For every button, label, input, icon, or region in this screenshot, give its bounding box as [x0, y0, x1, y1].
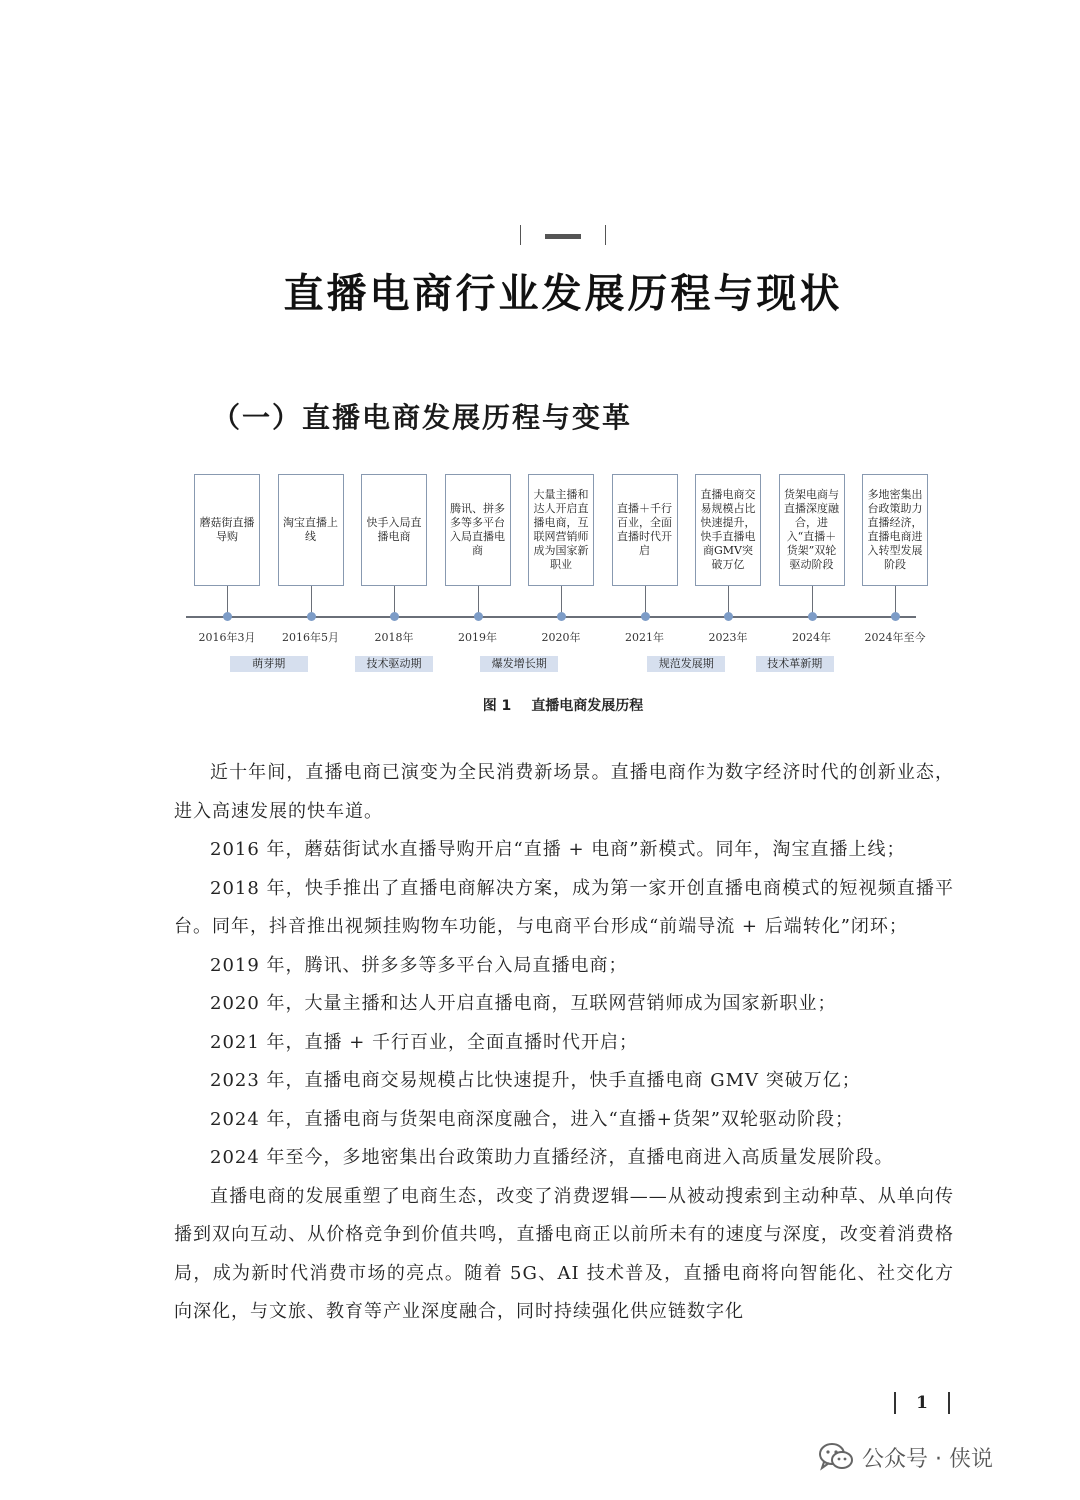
page-number — [894, 1392, 950, 1416]
timeline-milestone-box: 淘宝直播上线 — [278, 474, 344, 586]
page-number-text: 1 — [916, 1393, 928, 1413]
timeline-milestone-box: 快手入局直播电商 — [361, 474, 427, 586]
paragraph: 2019 年，腾讯、拼多多等多平台入局直播电商； — [210, 954, 628, 976]
paragraph: 2016 年，蘑菇街试水直播导购开启“直播 + 电商”新模式。同年，淘宝直播上线； — [210, 839, 906, 860]
chapter-mark-bar — [520, 225, 521, 245]
timeline-date: 2019年 — [458, 631, 497, 644]
page-number-bar — [948, 1392, 950, 1414]
timeline-milestone-box: 货架电商与直播深度融合，进入“直播＋货架”双轮驱动阶段 — [779, 474, 845, 586]
timeline-phase-label: 技术革新期 — [756, 656, 834, 672]
timeline-milestone-box: 腾讯、拼多多等多平台入局直播电商 — [445, 474, 511, 586]
timeline-phase-label: 规范发展期 — [647, 656, 725, 672]
timeline-dot — [390, 612, 399, 621]
timeline-date: 2024年 — [792, 631, 831, 644]
paragraph: 2020 年，大量主播和达人开启直播电商，互联网营销师成为国家新职业； — [210, 993, 837, 1014]
figure-number: 图 1 — [482, 698, 512, 714]
watermark-text: 公众号 · 侠说 — [862, 1446, 993, 1472]
paragraph: 2018 年，快手推出了直播电商解决方案，成为第一家开创直播电商模式的短视频直播平台。同年，抖音推出视频挂购物车功能，与电商平台形成“前端导流 + 后端转化”闭环； — [174, 877, 954, 937]
timeline-milestone-box: 大量主播和达人开启直播电商，互联网营销师成为国家新职业 — [528, 474, 594, 586]
timeline-phase-label: 技术驱动期 — [355, 656, 433, 672]
timeline-milestone-box: 多地密集出台政策助力直播经济，直播电商进入转型发展阶段 — [862, 474, 928, 586]
timeline-milestone-box: 直播＋千行百业，全面直播时代开启 — [612, 474, 678, 586]
timeline-dot — [223, 612, 232, 621]
timeline-dot — [474, 612, 483, 621]
timeline-phase-label: 萌芽期 — [230, 656, 308, 672]
timeline-date: 2016年3月 — [198, 631, 256, 644]
chapter-mark-bar — [605, 225, 606, 245]
timeline-dot — [307, 612, 316, 621]
timeline-date: 2021年 — [625, 631, 664, 644]
wechat-icon — [818, 1442, 854, 1472]
paragraph: 2021 年，直播 + 千行百业，全面直播时代开启； — [210, 1031, 639, 1053]
paragraph: 近十年间，直播电商已演变为全民消费新场景。直播电商作为数字经济时代的创新业态，进入高速发展的快车道。 — [174, 762, 954, 822]
timeline-date: 2016年5月 — [282, 631, 339, 644]
timeline-date: 2023年 — [708, 631, 748, 644]
timeline-date: 2020年 — [541, 631, 581, 644]
timeline-dot — [808, 612, 817, 621]
figure-caption — [0, 695, 1080, 715]
paragraph: 直播电商的发展重塑了电商生态，改变了消费逻辑——从被动搜索到主动种草、从单向传播到双向互动、从价格竞争到价值共鸣，直播电商正以前所未有的速度与深度，改变着消费格局，成为新时代消费市场的亮点。随着 5G、AI 技术普及，直播电商将向智能化、社交化方向深化，与文旅、教育等产业深度融合，同时持续强化供应链数字化 — [174, 1185, 954, 1322]
chapter-number-dash — [545, 234, 581, 239]
body-text — [174, 754, 954, 1332]
timeline-dot — [724, 612, 733, 621]
paragraph: 2024 年至今，多地密集出台政策助力直播经济，直播电商进入高质量发展阶段。 — [210, 1147, 894, 1168]
timeline-dot — [891, 612, 900, 621]
watermark — [818, 1440, 993, 1474]
timeline-date: 2024年至今 — [864, 631, 926, 644]
timeline-milestone-box: 直播电商交易规模占比快速提升，快手直播电商GMV突破万亿 — [695, 474, 761, 586]
timeline-dot — [557, 612, 566, 621]
timeline-phase-label: 爆发增长期 — [480, 656, 558, 672]
chapter-mark — [518, 225, 608, 247]
timeline-dot — [641, 612, 650, 621]
chapter-title: 直播电商行业发展历程与现状 — [283, 270, 843, 317]
paragraph: 2024 年，直播电商与货架电商深度融合，进入“直播+货架”双轮驱动阶段； — [210, 1108, 855, 1130]
timeline-axis — [186, 616, 916, 618]
figure-caption-text: 直播电商发展历程 — [531, 698, 644, 714]
paragraph: 2023 年，直播电商交易规模占比快速提升，快手直播电商 GMV 突破万亿； — [210, 1070, 861, 1091]
timeline-milestone-box: 蘑菇街直播导购 — [194, 474, 260, 586]
section-title: （一）直播电商发展历程与变革 — [212, 401, 633, 434]
timeline-date: 2018年 — [374, 631, 414, 644]
timeline-figure — [186, 474, 936, 684]
